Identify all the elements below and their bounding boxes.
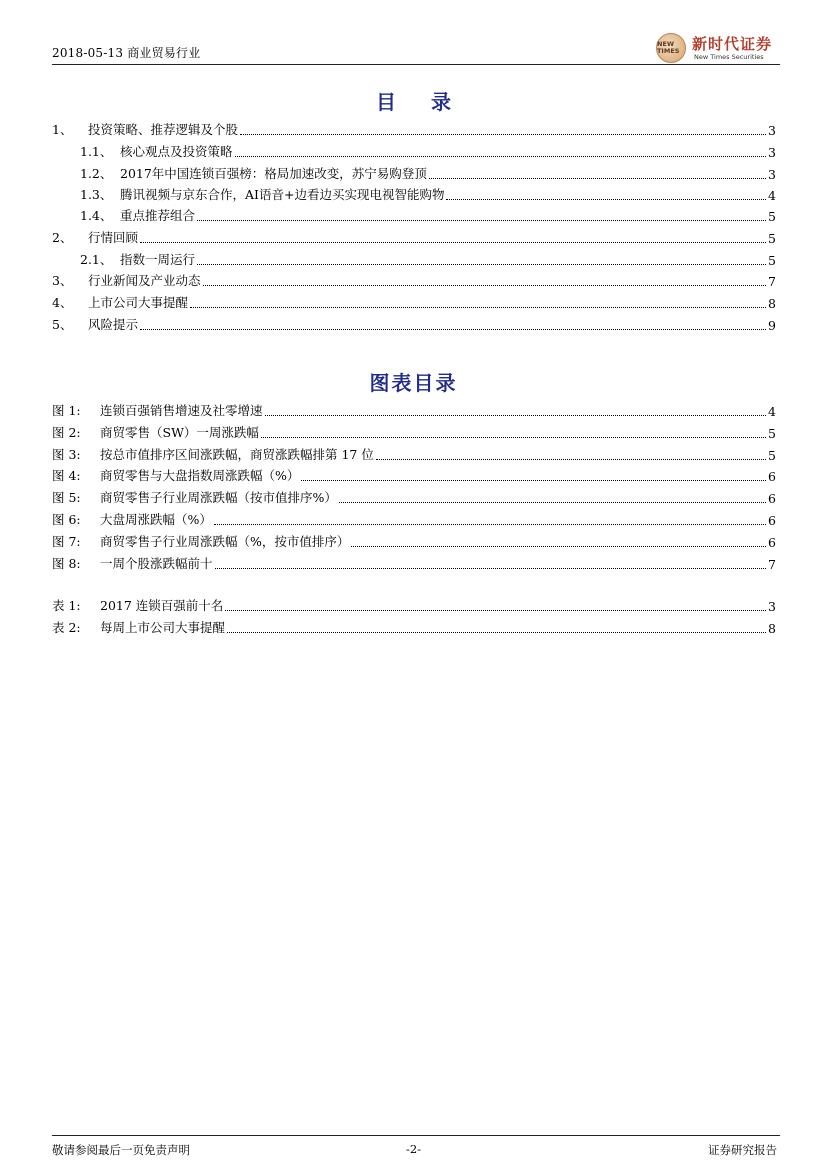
figure-entry-number: 图 3: (52, 447, 81, 462)
toc-entry-label: 上市公司大事提醒 (88, 295, 189, 310)
toc-entry[interactable] (80, 252, 776, 268)
toc-entry-page: 7 (768, 274, 776, 289)
figure-entry[interactable] (52, 556, 776, 572)
table-entry-page: 3 (768, 599, 776, 614)
toc-entry-label: 风险提示 (88, 317, 139, 332)
toc-entry-page: 3 (768, 167, 776, 182)
header-date-industry: 2018-05-13 商业贸易行业 (52, 46, 201, 60)
figure-entry-label: 商贸零售（SW）一周涨跌幅 (100, 425, 259, 440)
toc-entry-page: 5 (768, 231, 776, 246)
toc-entry[interactable] (52, 230, 776, 246)
figure-entry-label: 商贸零售子行业周涨跌幅（%，按市值排序） (100, 534, 350, 549)
figure-entry-page: 6 (768, 469, 776, 484)
toc-leader (197, 263, 766, 265)
table-entry-number: 表 2: (52, 620, 81, 635)
toc-entry-number: 1.1、 (80, 144, 113, 159)
footer-report-type: 证券研究报告 (708, 1143, 777, 1157)
toc-leader (227, 631, 766, 633)
figure-entry-label: 商贸零售子行业周涨跌幅（按市值排序%） (100, 490, 337, 505)
toc-leader (197, 219, 766, 221)
toc-leader (225, 609, 766, 611)
toc-entry[interactable] (80, 166, 776, 182)
table-entry[interactable] (52, 620, 776, 636)
toc-entry-page: 8 (768, 296, 776, 311)
figure-entry-label: 连锁百强销售增速及社零增速 (100, 403, 263, 418)
toc-entry[interactable] (52, 317, 776, 333)
toc-entry-label: 腾讯视频与京东合作，AI语音+边看边买实现电视智能购物 (120, 187, 445, 202)
toc-leader (376, 458, 766, 460)
toc-leader (429, 177, 766, 179)
toc-leader (446, 198, 766, 200)
toc-leader (265, 414, 766, 416)
table-entry-label: 2017 连锁百强前十名 (100, 598, 224, 613)
figure-entry-number: 图 8: (52, 556, 81, 571)
logo-english-name: New Times Securities (694, 53, 764, 61)
toc-entry-number: 3、 (52, 273, 73, 288)
toc-entry-label: 投资策略、推荐逻辑及个股 (88, 122, 239, 137)
toc-title: 目 录 (376, 90, 465, 114)
toc-entry-number: 2.1、 (80, 252, 113, 267)
figure-entry-page: 5 (768, 426, 776, 441)
figure-entry-label: 大盘周涨跌幅（%） (100, 512, 212, 527)
logo-badge-text: NEW TIMES (657, 40, 680, 55)
figure-entry[interactable] (52, 512, 776, 528)
figure-entry-label: 按总市值排序区间涨跌幅，商贸涨跌幅排第 17 位 (100, 447, 374, 462)
table-entry-page: 8 (768, 621, 776, 636)
toc-entry-page: 5 (768, 209, 776, 224)
toc-leader (140, 241, 766, 243)
toc-entry-number: 4、 (52, 295, 73, 310)
toc-leader (301, 479, 766, 481)
toc-entry[interactable] (80, 144, 776, 160)
toc-leader (140, 328, 766, 330)
footer-disclaimer-note: 敬请参阅最后一页免责声明 (52, 1143, 190, 1157)
toc-entry-number: 1.2、 (80, 166, 113, 181)
figure-entry-number: 图 4: (52, 468, 81, 483)
figure-entry-number: 图 2: (52, 425, 81, 440)
toc-entry-number: 1.4、 (80, 208, 113, 223)
table-entry[interactable] (52, 598, 776, 614)
figure-entry-page: 6 (768, 513, 776, 528)
toc-entry-number: 1.3、 (80, 187, 113, 202)
figure-entry-page: 5 (768, 448, 776, 463)
footer-page-number: -2- (405, 1142, 422, 1156)
footer-divider (52, 1135, 780, 1136)
figure-entry-label: 商贸零售与大盘指数周涨跌幅（%） (100, 468, 300, 483)
toc-entry[interactable] (80, 208, 776, 224)
figure-entry-page: 6 (768, 491, 776, 506)
toc-entry-page: 4 (768, 188, 776, 203)
figure-entry[interactable] (52, 425, 776, 441)
header-divider (52, 64, 780, 65)
toc-entry[interactable] (52, 122, 776, 138)
toc-entry[interactable] (80, 187, 776, 203)
figure-entry[interactable] (52, 447, 776, 463)
toc-entry-label: 行业新闻及产业动态 (88, 273, 201, 288)
figure-entry-page: 7 (768, 557, 776, 572)
table-entry-label: 每周上市公司大事提醒 (100, 620, 226, 635)
logo-chinese-name: 新时代证券 (692, 35, 773, 53)
toc-leader (240, 133, 766, 135)
toc-leader (339, 501, 766, 503)
toc-leader (235, 155, 766, 157)
figure-entry-number: 图 7: (52, 534, 81, 549)
toc-entry-label: 指数一周运行 (120, 252, 196, 267)
toc-leader (203, 284, 766, 286)
toc-entry-number: 2、 (52, 230, 73, 245)
figure-entry-number: 图 6: (52, 512, 81, 527)
figure-entry-number: 图 5: (52, 490, 81, 505)
toc-entry-page: 3 (768, 123, 776, 138)
figure-entry-label: 一周个股涨跌幅前十 (100, 556, 213, 571)
company-logo (656, 31, 782, 65)
figure-entry-page: 4 (768, 404, 776, 419)
toc-entry-label: 2017年中国连锁百强榜：格局加速改变，苏宁易购登顶 (120, 166, 427, 181)
toc-entry-label: 行情回顾 (88, 230, 139, 245)
toc-entry-number: 1、 (52, 122, 73, 137)
figure-entry[interactable] (52, 534, 776, 550)
toc-leader (215, 567, 766, 569)
toc-entry-page: 3 (768, 145, 776, 160)
toc-entry-number: 5、 (52, 317, 73, 332)
toc-leader (214, 523, 766, 525)
figures-list-title: 图表目录 (369, 371, 458, 395)
toc-entry[interactable] (52, 295, 776, 311)
toc-leader (190, 306, 766, 308)
figure-entry-page: 6 (768, 535, 776, 550)
toc-leader (261, 436, 766, 438)
figure-entry[interactable] (52, 490, 776, 506)
toc-entry[interactable] (52, 273, 776, 289)
toc-entry-page: 5 (768, 253, 776, 268)
figure-entry-number: 图 1: (52, 403, 81, 418)
logo-badge-icon (656, 33, 686, 63)
toc-leader (351, 545, 766, 547)
toc-entry-page: 9 (768, 318, 776, 333)
table-entry-number: 表 1: (52, 598, 81, 613)
toc-entry-label: 重点推荐组合 (120, 208, 196, 223)
figure-entry[interactable] (52, 468, 776, 484)
figure-entry[interactable] (52, 403, 776, 419)
toc-entry-label: 核心观点及投资策略 (120, 144, 233, 159)
